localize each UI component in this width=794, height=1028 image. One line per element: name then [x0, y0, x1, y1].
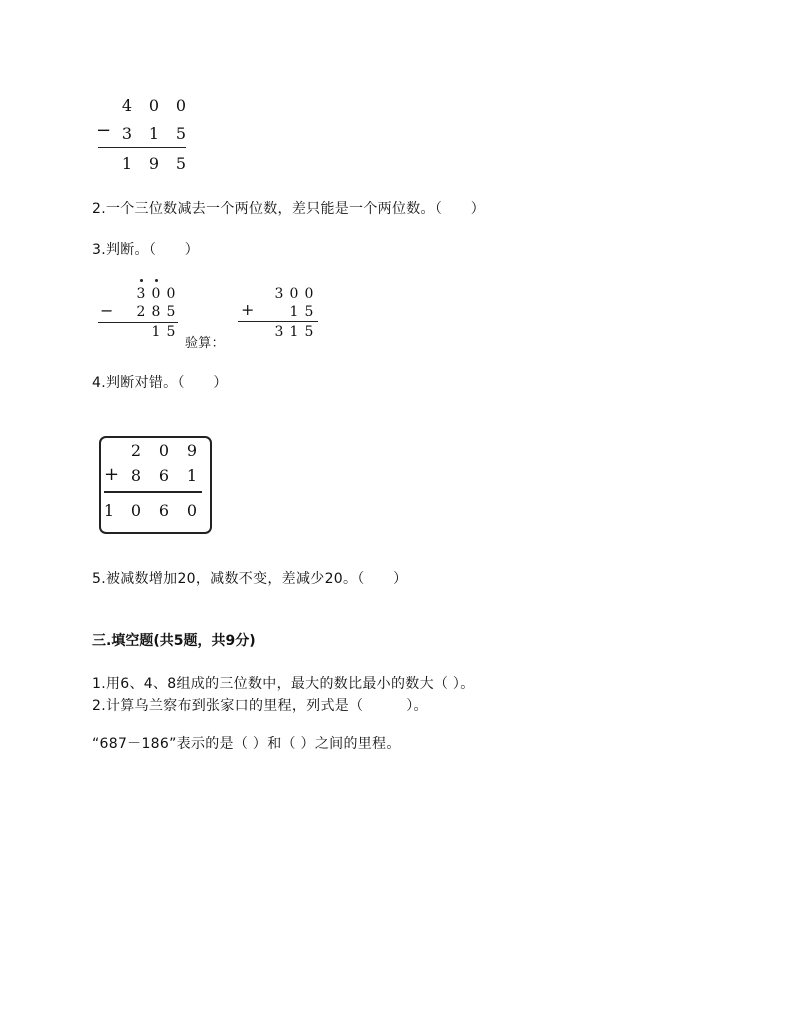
calc3a-top-digit: 0: [151, 286, 161, 302]
calc4-top-digit: 2: [130, 441, 142, 460]
calc4-top-digit: 0: [158, 441, 170, 460]
question-3: 3.判断。（ ）: [92, 242, 200, 258]
calc3a-mid-digit: 2: [136, 304, 146, 320]
calc3b-mid-digit: 1: [289, 304, 299, 320]
calc4-result-digit: 6: [158, 501, 170, 520]
calc3a-top-digit: 3: [136, 286, 146, 302]
calc3a-top-digit: 0: [166, 286, 176, 302]
calc3b-result-digit: 3: [274, 324, 284, 340]
calc1-mid-digit: 1: [148, 124, 160, 143]
section-heading: 三.填空题(共5题，共9分): [92, 633, 256, 649]
calc1-result-digit: 5: [175, 154, 187, 173]
verify-label: 验算：: [185, 336, 225, 351]
calc1-top-digit: 0: [175, 96, 187, 115]
calc4-mid-digit: 6: [158, 466, 170, 485]
minus-sign: −: [100, 301, 114, 320]
calc4-result-digit: 0: [130, 501, 142, 520]
calc4-result-line: [104, 491, 202, 493]
calc4-top-digit: 9: [186, 441, 198, 460]
calc3a-mid-digit: 5: [166, 304, 176, 320]
calc3a-result-digit: 5: [166, 324, 176, 340]
question-4: 4.判断对错。（ ）: [92, 375, 228, 391]
calc3a-result-digit: 1: [151, 324, 161, 340]
calc1-mid-digit: 3: [121, 124, 133, 143]
calc3b-result-digit: 1: [289, 324, 299, 340]
minus-sign: −: [96, 120, 112, 141]
calc3a-result-line: [98, 322, 178, 323]
calc3b-top-digit: 0: [289, 286, 299, 302]
calc4-mid-digit: 1: [186, 466, 198, 485]
borrow-dot: [155, 279, 158, 282]
calc4-result-digit: 1: [103, 501, 115, 520]
fill-question-1: 1.用6、4、8组成的三位数中，最大的数比最小的数大（ ）。: [92, 676, 475, 692]
calc3b-result-digit: 5: [304, 324, 314, 340]
calc3b-top-digit: 0: [304, 286, 314, 302]
calc4-mid-digit: 8: [130, 466, 142, 485]
calc1-top-digit: 4: [121, 96, 133, 115]
fill-question-2-subpart: “687－186”表示的是（ ）和（ ）之间的里程。: [92, 736, 401, 752]
calc4-result-digit: 0: [186, 501, 198, 520]
fill-question-2: 2.计算乌兰察布到张家口的里程，列式是（ ）。: [92, 698, 428, 714]
question-5: 5.被减数增加20，减数不变，差减少20。（ ）: [92, 571, 408, 587]
calc3b-top-digit: 3: [274, 286, 284, 302]
question-2: 2.一个三位数减去一个两位数，差只能是一个两位数。（ ）: [92, 201, 486, 217]
calc1-result-digit: 1: [121, 154, 133, 173]
calc3b-result-line: [238, 321, 318, 322]
plus-sign: +: [241, 300, 255, 319]
calc1-result-digit: 9: [148, 154, 160, 173]
borrow-dot: [140, 279, 143, 282]
calc1-mid-digit: 5: [175, 124, 187, 143]
plus-sign: +: [104, 464, 120, 485]
calc1-top-digit: 0: [148, 96, 160, 115]
calc1-result-line: [98, 147, 186, 148]
calc3a-mid-digit: 8: [151, 304, 161, 320]
calc3b-mid-digit: 5: [304, 304, 314, 320]
